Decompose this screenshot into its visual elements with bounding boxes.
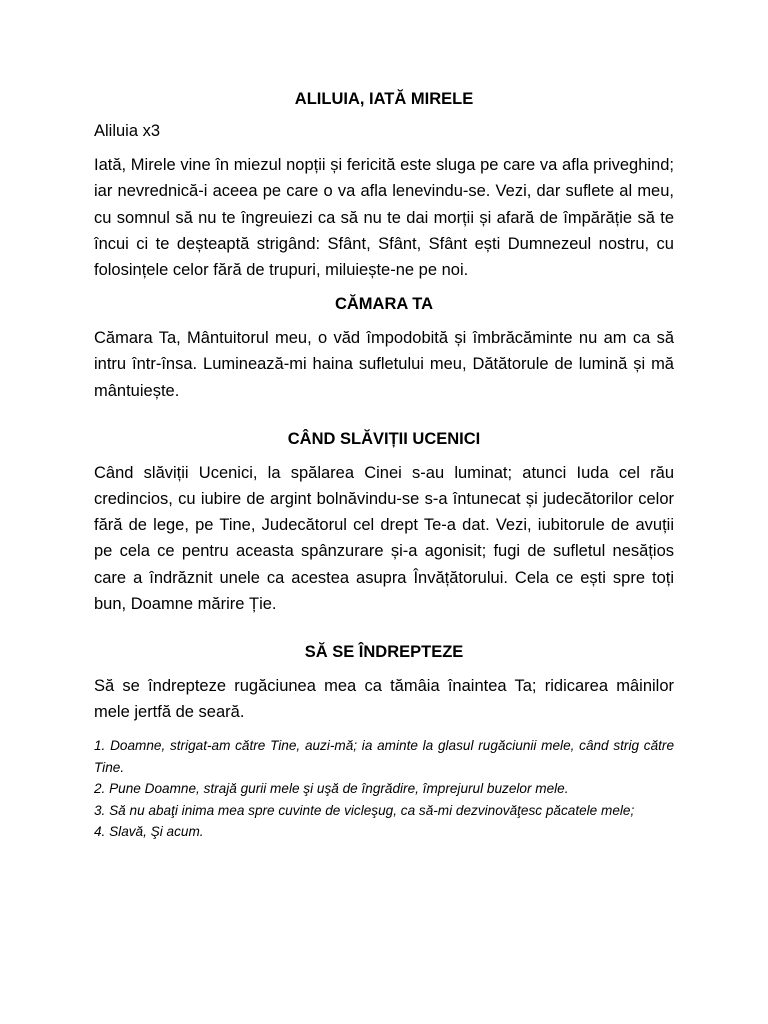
- verse-list: [94, 735, 674, 843]
- verse-item-2: 2. Pune Doamne, strajă gurii mele şi uşă de îngrădire, împrejurul buzelor mele.: [94, 781, 569, 797]
- section-body-camara: Cămara Ta, Mântuitorul meu, o văd împodobită și îmbrăcăminte nu am ca să intru într-însa. Luminează-mi haina sufletului meu, Dătătorule de lumină și mă mântuiește.: [94, 329, 674, 400]
- section-title-ucenici: CÂND SLĂVIȚII UCENICI: [287, 429, 481, 448]
- verse-item-1: 1. Doamne, strigat-am către Tine, auzi-mă; ia aminte la glasul rugăciunii mele, când strig către Tine.: [94, 738, 674, 775]
- section-subtitle-aliluia: Aliluia x3: [94, 122, 161, 140]
- verse-item-4: 4. Slavă, Şi acum.: [94, 824, 204, 840]
- section-body-aliluia: Iată, Mirele vine în miezul nopții și fericită este sluga pe care va afla priveghind; iar nevrednică-i aceea pe care o va afla lenevindu-se. Vezi, dar suflete al meu, cu somnul să nu te îngreuiezi ca să nu te dai morții și afară de împărăție să te încui ci te deșteaptă strigând: Sfânt, Sfânt, Sfânt ești Dumnezeul nostru, cu folosințele celor fără de trupuri, miluiește-ne pe noi.: [94, 156, 674, 280]
- section-body-indrepteze: Să se îndrepteze rugăciunea mea ca tămâia înaintea Ta; ridicarea mâinilor mele jertfă de seară.: [94, 677, 674, 722]
- section-title-indrepteze: SĂ SE ÎNDREPTEZE: [304, 643, 464, 662]
- section-title-aliluia: ALILUIA, IATĂ MIRELE: [294, 90, 474, 108]
- section-body-ucenici: Când slăviții Ucenici, la spălarea Cinei s-au luminat; atunci Iuda cel rău credincios, cu iubire de argint bolnăvindu-se s-a întunecat și judecătorilor celor fără de lege, pe Tine, Judecătorul cel drept Te-a dat. Vezi, iubitorule de avuții pe cela ce pentru aceasta spânzurare și-a agonisit; fugi de sufletul nesățios care a îndrăznit unele ca acestea asupra Învățătorului. Cela ce ești spre toți bun, Doamne mărire Ție.: [94, 463, 674, 613]
- verse-item-3: 3. Să nu abaţi inima mea spre cuvinte de vicleşug, ca să-mi dezvinovăţesc păcatele mele;: [94, 802, 635, 818]
- section-title-camara: CĂMARA TA: [334, 295, 434, 314]
